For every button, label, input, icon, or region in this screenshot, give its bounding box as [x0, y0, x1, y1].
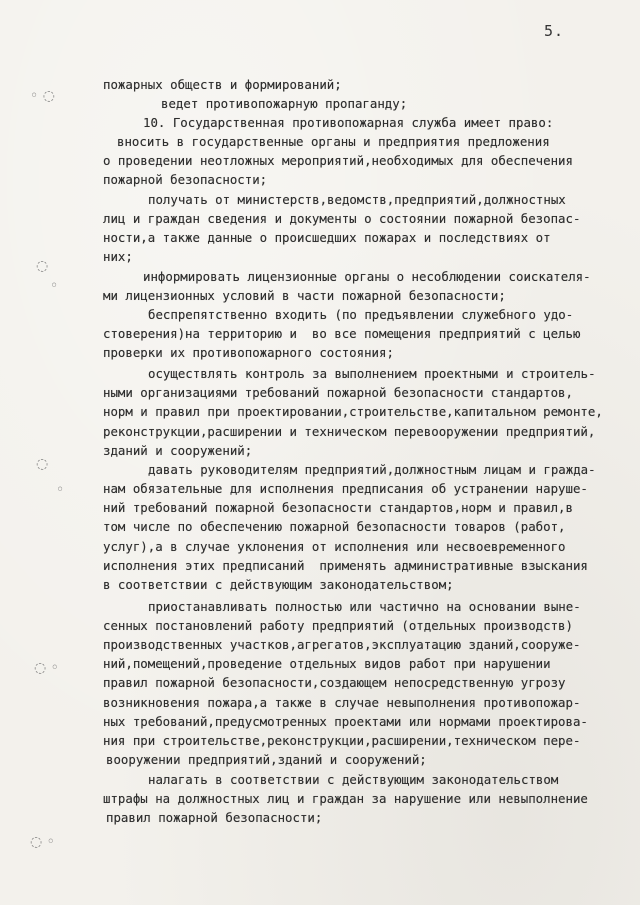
text-line: правил пожарной безопасности; — [106, 810, 323, 825]
text-line: 10. Государственная противопожарная служба имеет право: — [143, 115, 554, 130]
text-line: пожарной безопасности; — [103, 172, 268, 187]
text-line: приостанавливать полностью или частично на основании выне- — [148, 599, 581, 614]
text-line: ных требований,предусмотренных проектами или нормами проектирова- — [103, 714, 588, 729]
text-line: ми лицензионных условий в части пожарной безопасности; — [103, 288, 506, 303]
binding-mark-icon: ◌ ◦ — [34, 660, 59, 676]
text-line: ния при строительстве,реконструкции,расширении,техническом пере- — [103, 733, 581, 748]
page-number: 5. — [544, 22, 565, 40]
text-line: нам обязательные для исполнения предписания об устранении наруше- — [103, 481, 588, 496]
text-line: получать от министерств,ведомств,предприятий,должностных — [148, 192, 566, 207]
text-line: вооружении предприятий,зданий и сооружений; — [106, 752, 427, 767]
text-line: производственных участков,агрегатов,эксплуатацию зданий,сооруже- — [103, 637, 581, 652]
binding-mark-icon: ◦ ◌ — [30, 88, 55, 104]
text-line: том числе по обеспечению пожарной безопасности товаров (работ, — [103, 519, 566, 534]
text-line: ний,помещений,проведение отдельных видов работ при нарушении — [103, 656, 551, 671]
binding-mark-icon: ◦ — [50, 278, 59, 294]
text-line: реконструкции,расширении и техническом перевооружении предприятий, — [103, 424, 596, 439]
binding-mark-icon: ◦ — [56, 482, 65, 498]
text-line: осуществлять контроль за выполнением проектными и строитель- — [148, 366, 596, 381]
text-line: ности,а также данные о происшедших пожарах и последствиях от — [103, 230, 551, 245]
text-line: норм и правил при проектировании,строительстве,капитальном ремонте, — [103, 404, 603, 419]
text-line: них; — [103, 249, 133, 264]
text-line: ний требований пожарной безопасности стандартов,норм и правил,в — [103, 500, 573, 515]
binding-mark-icon: ◌ — [36, 456, 49, 472]
text-line: пожарных обществ и формирований; — [103, 77, 342, 92]
text-line: штрафы на должностных лиц и граждан за нарушение или невыполнение — [103, 791, 588, 806]
binding-mark-icon: ◌ — [36, 258, 49, 274]
text-line: стоверения)на территорию и во все помещения предприятий с целью — [103, 326, 581, 341]
text-line: информировать лицензионные органы о несоблюдении соискателя- — [143, 269, 591, 284]
text-line: возникновения пожара,а также в случае невыполнения противопожар- — [103, 695, 581, 710]
text-line: исполнения этих предписаний применять административные взыскания — [103, 558, 588, 573]
text-line: вносить в государственные органы и предприятия предложения — [117, 134, 550, 149]
text-line: ными организациями требований пожарной безопасности стандартов, — [103, 385, 573, 400]
binding-mark-icon: ◌ ◦ — [30, 834, 55, 850]
text-line: давать руководителям предприятий,должностным лицам и гражда- — [148, 462, 596, 477]
text-line: услуг),а в случае уклонения от исполнения или несвоевременного — [103, 539, 566, 554]
text-line: в соответствии с действующим законодательством; — [103, 577, 454, 592]
text-line: налагать в соответствии с действующим законодательством — [148, 772, 559, 787]
text-line: зданий и сооружений; — [103, 443, 253, 458]
text-line: ведет противопожарную пропаганду; — [161, 96, 408, 111]
text-line: о проведении неотложных мероприятий,необходимых для обеспечения — [103, 153, 573, 168]
text-line: лиц и граждан сведения и документы о состоянии пожарной безопас- — [103, 211, 581, 226]
text-line: правил пожарной безопасности,создающем непосредственную угрозу — [103, 675, 566, 690]
text-line: проверки их противопожарного состояния; — [103, 345, 394, 360]
text-line: сенных постановлений работу предприятий (отдельных производств) — [103, 618, 573, 633]
text-line: беспрепятственно входить (по предъявлении служебного удо- — [148, 307, 574, 322]
